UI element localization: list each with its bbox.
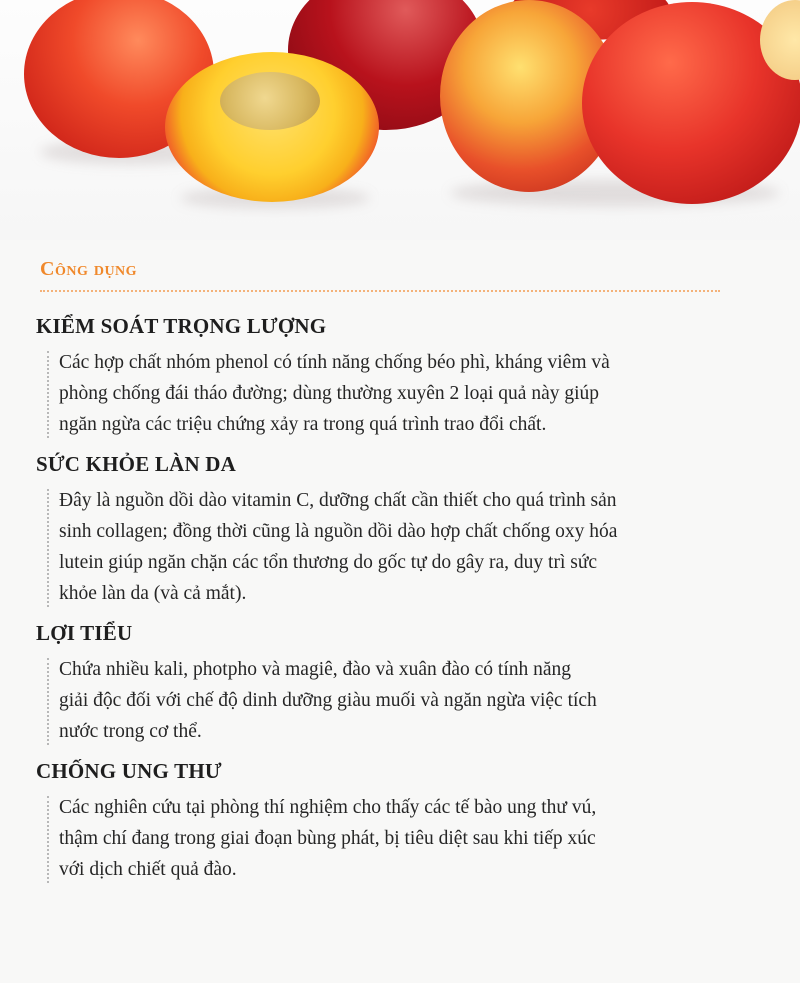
peaches-photo (0, 0, 800, 240)
benefit-heading: KIỂM SOÁT TRỌNG LƯỢNG (36, 314, 327, 338)
benefit-heading: LỢI TIỂU (36, 621, 133, 645)
dotted-divider (40, 290, 720, 292)
body-line: Chứa nhiều kali, photpho và magiê, đào và xuân đào có tính năng (59, 659, 572, 680)
peach-pit (220, 72, 320, 130)
body-line: sinh collagen; đồng thời cũng là nguồn dồi dào hợp chất chống oxy hóa (59, 521, 618, 542)
body-line: với dịch chiết quả đào. (59, 859, 237, 880)
benefit-body (36, 654, 736, 747)
benefit-body (36, 792, 736, 885)
body-line: Các hợp chất nhóm phenol có tính năng chống béo phì, kháng viêm và (59, 352, 610, 373)
benefit-skin-health (36, 452, 736, 609)
body-line: Đây là nguồn dồi dào vitamin C, dưỡng chất cần thiết cho quá trình sản (59, 490, 617, 511)
body-line: phòng chống đái tháo đường; dùng thường xuyên 2 loại quả này giúp (59, 383, 600, 404)
benefit-heading: SỨC KHỎE LÀN DA (36, 452, 236, 476)
benefit-heading: CHỐNG UNG THƯ (36, 759, 222, 783)
benefit-body (36, 485, 736, 609)
body-line: khỏe làn da (và cả mắt). (59, 583, 247, 604)
body-line: lutein giúp ngăn chặn các tổn thương do gốc tự do gây ra, duy trì sức (59, 552, 598, 573)
benefit-weight-control (36, 314, 736, 440)
body-line: nước trong cơ thể. (59, 721, 202, 742)
body-line: giải độc đối với chế độ dinh dưỡng giàu muối và ngăn ngừa việc tích (59, 690, 597, 711)
benefit-anti-cancer (36, 759, 736, 885)
body-line: thậm chí đang trong giai đoạn bùng phát, bị tiêu diệt sau khi tiếp xúc (59, 828, 596, 849)
benefit-diuretic (36, 621, 736, 747)
body-line: ngăn ngừa các triệu chứng xảy ra trong quá trình trao đổi chất. (59, 414, 547, 435)
benefit-body (36, 347, 736, 440)
section-title: Công dụng (40, 258, 138, 280)
body-line: Các nghiên cứu tại phòng thí nghiệm cho thấy các tế bào ung thư vú, (59, 797, 597, 818)
